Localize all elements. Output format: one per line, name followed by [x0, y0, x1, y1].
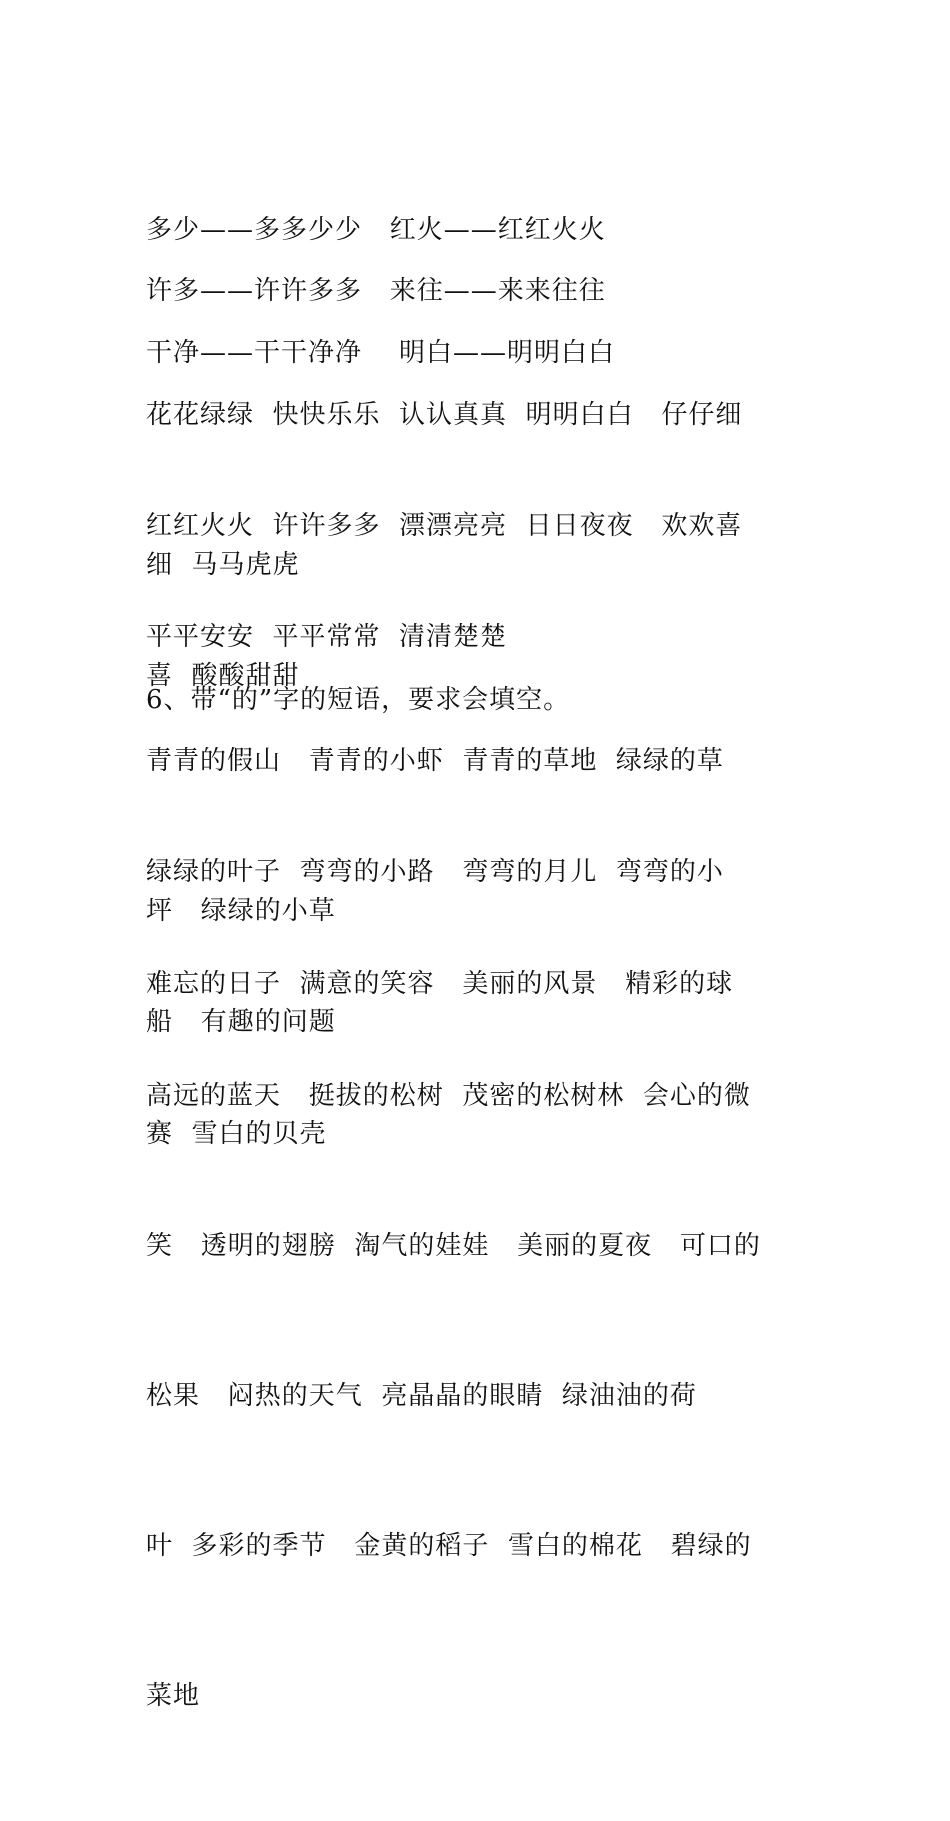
text-line: 多少——多多少少 红火——红红火火 [146, 215, 606, 245]
text-line: 坪 绿绿的小草 [146, 896, 336, 926]
text-line: 船 有趣的问题 [146, 1007, 336, 1037]
text-line: 细 马马虎虎 [146, 550, 300, 580]
text-line: 平平安安 平平常常 清清楚楚 [146, 622, 508, 652]
text-line: 笑 透明的翅膀 淘气的娃娃 美丽的夏夜 可口的 [146, 1231, 761, 1261]
text-line: 红红火火 许许多多 漂漂亮亮 日日夜夜 欢欢喜 [146, 511, 743, 541]
text-line: 松果 闷热的天气 亮晶晶的眼睛 绿油油的荷 [146, 1381, 697, 1411]
paragraph-10 [146, 971, 826, 1821]
text-line: 干净——干干净净 明白——明明白白 [146, 338, 616, 368]
text-line: 青青的假山 青青的小虾 青青的草地 绿绿的草 [146, 746, 724, 776]
text-line: 难忘的日子 满意的笑容 美丽的风景 精彩的球 [146, 969, 734, 999]
text-line: 高远的蓝天 挺拔的松树 茂密的松树林 会心的微 [146, 1081, 751, 1111]
text-line: 许多——许许多多 来往——来来往往 [146, 276, 606, 306]
text-line: 叶 多彩的季节 金黄的稻子 雪白的棉花 碧绿的 [146, 1531, 752, 1561]
text-line: 绿绿的叶子 弯弯的小路 弯弯的月儿 弯弯的小 [146, 857, 724, 887]
text-line: 赛 雪白的贝壳 [146, 1119, 327, 1149]
text-line: 6、带“的”字的短语，要求会填空。 [146, 685, 571, 715]
text-line: 喜 酸酸甜甜 [146, 661, 300, 691]
text-line: 菜地 [146, 1681, 201, 1711]
text-line: 花花绿绿 快快乐乐 认认真真 明明白白 仔仔细 [146, 400, 743, 430]
